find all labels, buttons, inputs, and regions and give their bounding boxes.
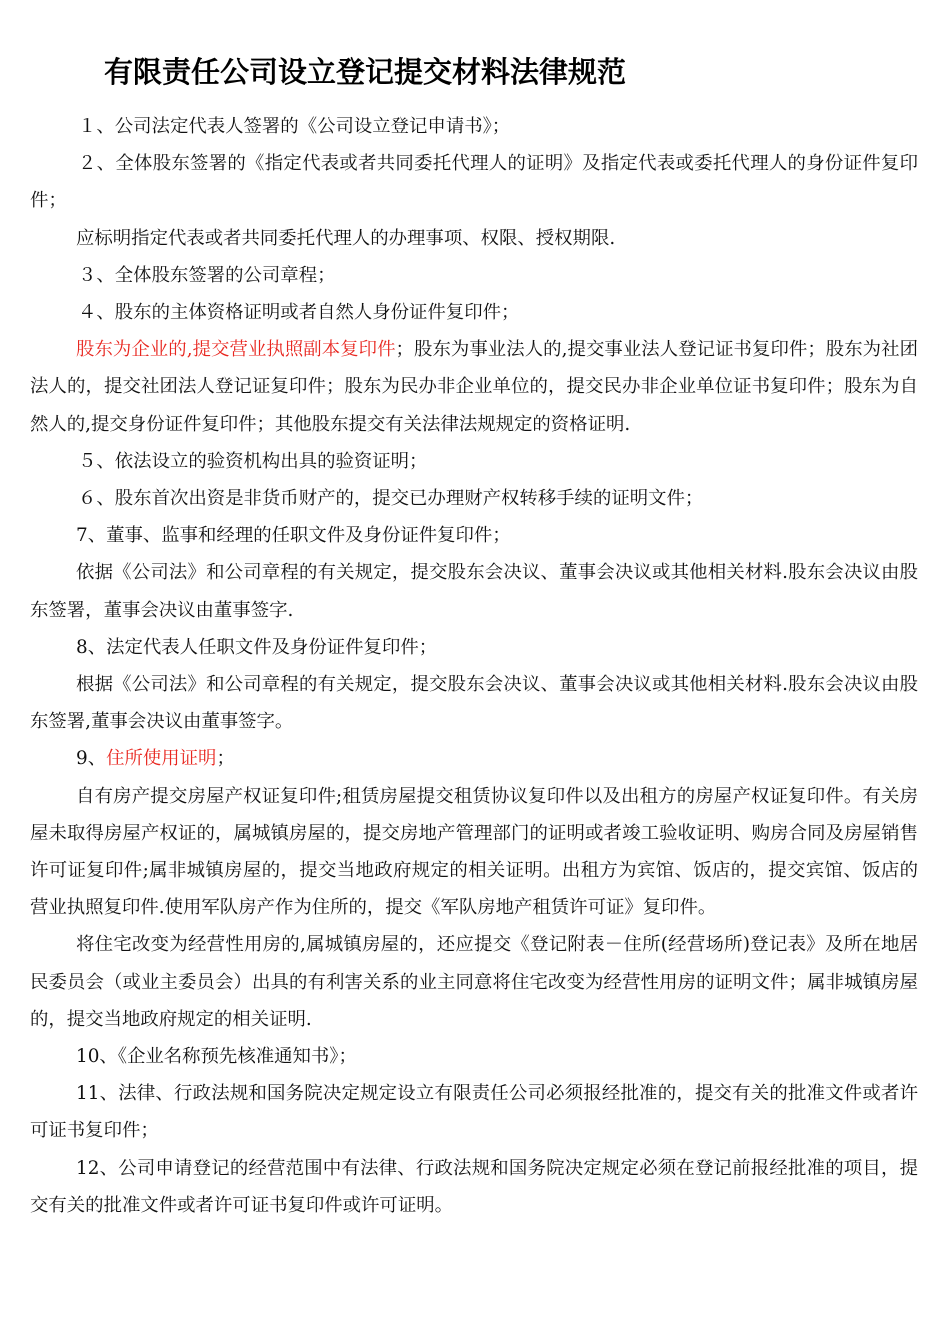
item-9-note-2: 将住宅改变为经营性用房的,属城镇房屋的，还应提交《登记附表－住所(经营场所)登记表》及所在地居民委员会（或业主委员会）出具的有利害关系的业主同意将住宅改变为经营性用房的证明文件；属非城镇房屋的，提交当地政府规定的相关证明.	[30, 934, 918, 1030]
item-7: 7、董事、监事和经理的任职文件及身份证件复印件；	[76, 525, 511, 547]
item-1: １、公司法定代表人签署的《公司设立登记申请书》；	[78, 116, 511, 137]
item-9-note: 自有房产提交房屋产权证复印件;租赁房屋提交租赁协议复印件以及出租方的房屋产权证复印件。有关房屋未取得房屋产权证的，属城镇房屋的，提交房地产管理部门的证明或者竣工验收证明、购房合同及房屋销售许可证复印件;属非城镇房屋的，提交当地政府规定的相关证明。出租方为宾馆、饭店的，提交宾馆、饭店的营业执照复印件.使用军队房产作为住所的，提交《军队房地产租赁许可证》复印件。	[30, 785, 918, 919]
item-9-end: ；	[216, 748, 235, 770]
item-2: ２、全体股东签署的《指定代表或者共同委托代理人的证明》及指定代表或委托代理人的身份证件复印件；	[30, 153, 918, 212]
highlighted-text: 住所使用证明	[106, 748, 217, 770]
highlighted-text: 股东为企业的,提交营业执照副本复印件	[76, 339, 396, 361]
item-8: 8、法定代表人任职文件及身份证件复印件；	[76, 636, 438, 658]
item-8-note: 根据《公司法》和公司章程的有关规定，提交股东会决议、董事会决议或其他相关材料.股东会决议由股东签署,董事会决议由董事签字。	[30, 674, 918, 733]
item-9	[30, 740, 918, 777]
item-11: 11、法律、行政法规和国务院决定规定设立有限责任公司必须报经批准的，提交有关的批准文件或者许可证书复印件；	[30, 1083, 918, 1142]
item-7-note: 依据《公司法》和公司章程的有关规定，提交股东会决议、董事会决议或其他相关材料.股东会决议由股东签署，董事会决议由董事签字.	[30, 562, 918, 621]
page-title: 有限责任公司设立登记提交材料法律规范	[104, 55, 627, 89]
item-2-note: 应标明指定代表或者共同委托代理人的办理事项、权限、授权期限.	[76, 227, 616, 249]
document-body	[30, 108, 918, 1224]
item-6: ６、股东首次出资是非货币财产的，提交已办理财产权转移手续的证明文件；	[78, 488, 704, 510]
item-4-note-rest: ；股东为事业法人的,提交事业法人登记证书复印件；股东为社团法人的，提交社团法人登记证复印件；股东为民办非企业单位的，提交民办非企业单位证书复印件；股东为自然人的,提交身份证件复印件；其他股东提交有关法律法规规定的资格证明.	[30, 339, 918, 435]
item-9-number: 9、	[76, 748, 107, 770]
item-12: 12、公司申请登记的经营范围中有法律、行政法规和国务院决定规定必须在登记前报经批准的项目，提交有关的批准文件或者许可证书复印件或许可证明。	[30, 1157, 918, 1216]
item-5: ５、依法设立的验资机构出具的验资证明；	[78, 450, 428, 472]
item-10: 10、《企业名称预先核准通知书》；	[76, 1046, 357, 1068]
item-3: ３、全体股东签署的公司章程；	[78, 264, 336, 286]
item-4: ４、股东的主体资格证明或者自然人身份证件复印件；	[78, 302, 520, 324]
item-4-note	[30, 331, 918, 443]
